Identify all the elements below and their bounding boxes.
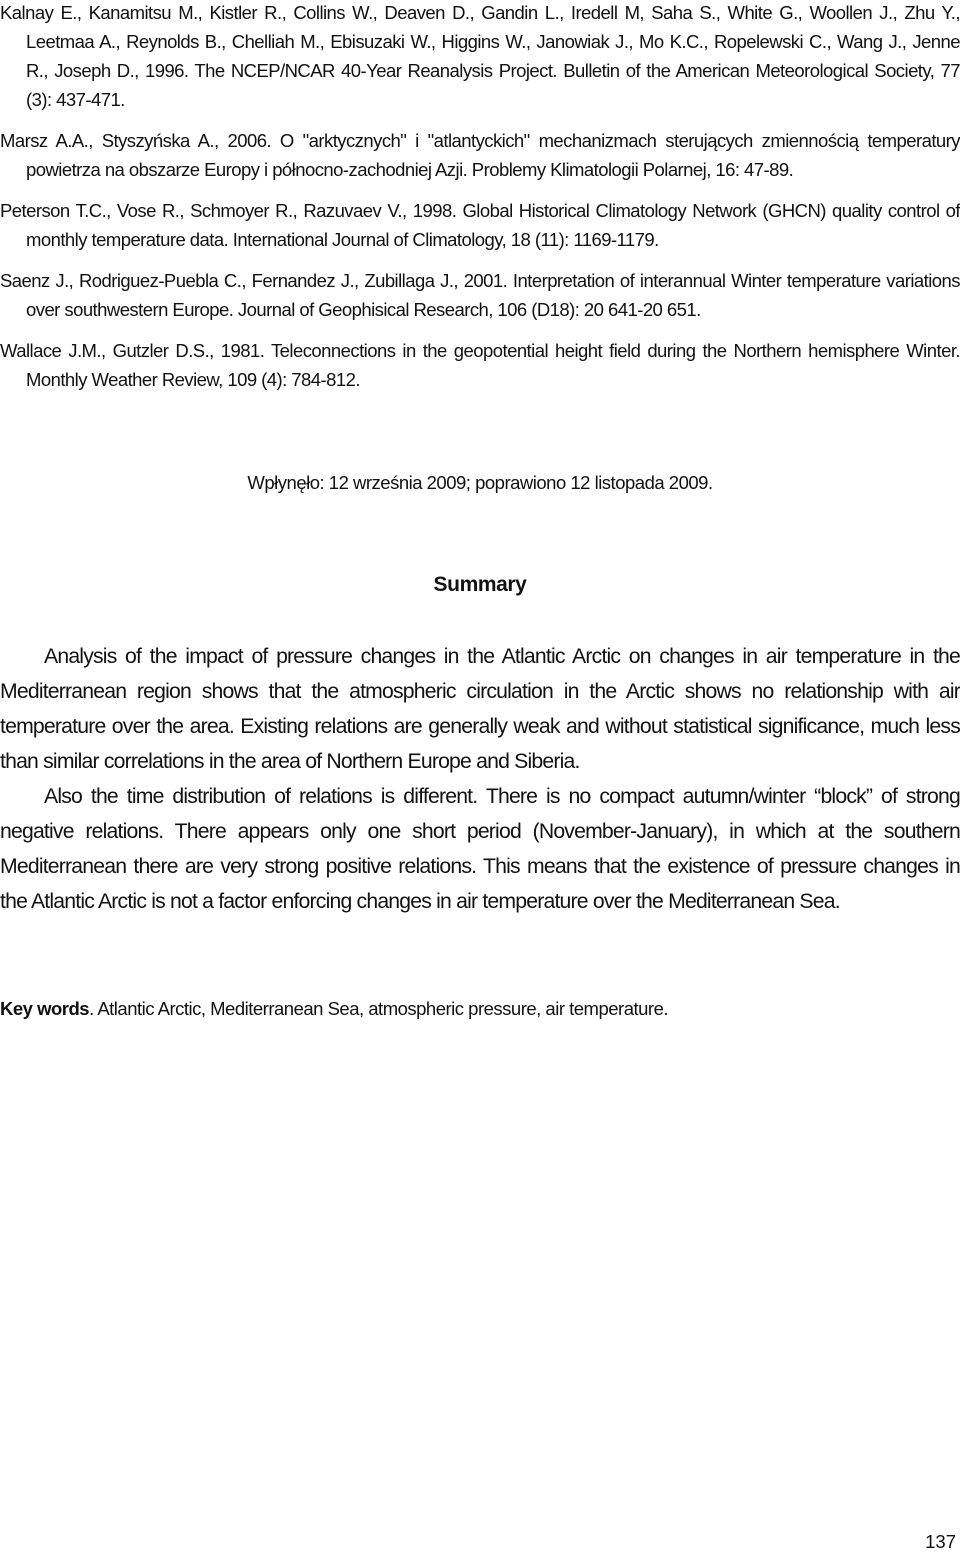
keywords-line — [0, 994, 960, 1023]
received-date-note: Wpłynęło: 12 września 2009; poprawiono 12 listopada 2009. — [247, 472, 713, 493]
reference-entry: Wallace J.M., Gutzler D.S., 1981. Teleconnections in the geopotential height field during the Northern hemisphere Winter. Monthly Weather Review, 109 (4): 784-812. — [0, 340, 960, 390]
summary-paragraph: Also the time distribution of relations is different. There is no compact autumn/winter “block” of strong negative relations. There appears only one short period (November-January), in which at the southern Mediterranean there are very strong positive relations. This means that the existence of pressure changes in the Atlantic Arctic is not a factor enforcing changes in air temperature over the Mediterranean Sea. — [0, 785, 960, 913]
reference-entry: Kalnay E., Kanamitsu M., Kistler R., Collins W., Deaven D., Gandin L., Iredell M, Saha S., White G., Woollen J., Zhu Y., Leetmaa A., Reynolds B., Chelliah M., Ebisuzaki W., Higgins W., Janowiak J., Mo K.C., Ropelewski C., Wang J., Jenne R., Joseph D., 1996. The NCEP/NCAR 40-Year Reanalysis Project. Bulletin of the American Meteorological Society, 77 (3): 437-471. — [0, 2, 960, 110]
summary-heading: Summary — [433, 573, 527, 596]
keywords-label: Key words — [0, 998, 90, 1019]
keywords-text: . Atlantic Arctic, Mediterranean Sea, atmospheric pressure, air temperature. — [89, 998, 669, 1019]
reference-entry: Saenz J., Rodriguez-Puebla C., Fernandez J., Zubillaga J., 2001. Interpretation of interannual Winter temperature variations over southwestern Europe. Journal of Geophisical Research, 106 (D18): 20 641-20 651. — [0, 270, 960, 320]
summary-body — [0, 639, 960, 919]
reference-list — [0, 0, 960, 406]
reference-entry: Peterson T.C., Vose R., Schmoyer R., Razuvaev V., 1998. Global Historical Climatology Network (GHCN) quality control of monthly temperature data. International Journal of Climatology, 18 (11): 1169-1179. — [0, 200, 960, 250]
page-number: 137 — [925, 1531, 956, 1552]
reference-entry: Marsz A.A., Styszyńska A., 2006. O "arktycznych" i "atlantyckich" mechanizmach sterujących zmiennością temperatury powietrza na obszarze Europy i północno-zachodniej Azji. Problemy Klimatologii Polarnej, 16: 47-89. — [0, 130, 960, 180]
summary-paragraph: Analysis of the impact of pressure changes in the Atlantic Arctic on changes in air temperature in the Mediterranean region shows that the atmospheric circulation in the Arctic shows no relationship with air temperature over the area. Existing relations are generally weak and without statistical significance, much less than similar correlations in the area of Northern Europe and Siberia. — [0, 645, 960, 773]
